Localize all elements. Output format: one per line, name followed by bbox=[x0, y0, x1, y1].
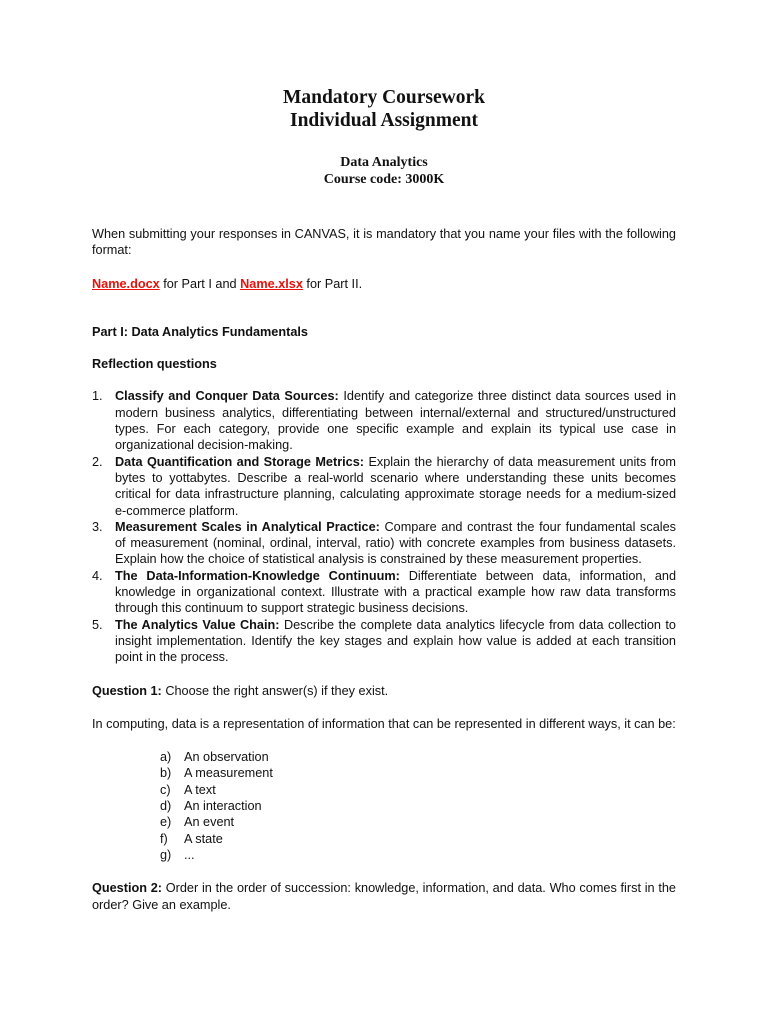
list-item bbox=[92, 519, 676, 568]
option-letter: a) bbox=[160, 750, 172, 765]
option-item bbox=[160, 814, 676, 830]
option-item bbox=[160, 798, 676, 814]
title-line-2: Individual Assignment bbox=[289, 110, 479, 131]
option-letter: d) bbox=[160, 799, 172, 814]
option-text: An event bbox=[184, 815, 235, 830]
question-2-prompt: Order in the order of succession: knowledge, information, and data. Who comes first in the order? Give an example. bbox=[92, 881, 676, 912]
option-item bbox=[160, 765, 676, 781]
option-letter: b) bbox=[160, 766, 172, 781]
list-number: 2. bbox=[92, 454, 103, 469]
part-1-heading: Part I: Data Analytics Fundamentals bbox=[92, 324, 308, 339]
list-number: 4. bbox=[92, 568, 103, 583]
list-item bbox=[92, 388, 676, 453]
list-number: 3. bbox=[92, 519, 103, 534]
item-title: The Data-Information-Knowledge Continuum: bbox=[115, 568, 400, 583]
option-item bbox=[160, 782, 676, 798]
list-item bbox=[92, 568, 676, 617]
option-text: An interaction bbox=[184, 799, 262, 814]
file-format-end: for Part II. bbox=[302, 276, 363, 291]
question-2 bbox=[92, 880, 676, 913]
option-text: A state bbox=[184, 831, 223, 846]
question-1-label: Question 1: bbox=[92, 683, 162, 698]
file-format-mid: for Part I and bbox=[159, 276, 241, 291]
list-item bbox=[92, 617, 676, 666]
item-text: Describe the complete data analytics lifecycle from data collection to insight implementation. Identify the key stages and explain how value is added at each transition point in the process. bbox=[115, 617, 676, 665]
title-line-1: Mandatory Coursework bbox=[282, 87, 486, 108]
question-1-body: In computing, data is a representation of information that can be represented in different ways, it can be: bbox=[92, 716, 676, 731]
item-text: Explain the hierarchy of data measurement units from bytes to yottabytes. Describe a real-world scenario where understanding these units becomes critical for data infrastructure planning, calculating approximate storage needs for a medium-sized e-commerce platform. bbox=[115, 454, 676, 518]
file-name-docx: Name.docx bbox=[92, 276, 160, 291]
option-text: An observation bbox=[184, 750, 269, 765]
option-text: A text bbox=[184, 782, 216, 797]
item-title: Data Quantification and Storage Metrics: bbox=[115, 454, 364, 469]
reflection-list bbox=[92, 388, 676, 665]
option-item bbox=[160, 749, 676, 765]
option-text: ... bbox=[184, 847, 195, 862]
answer-options bbox=[92, 749, 676, 863]
list-item bbox=[92, 454, 676, 519]
option-item bbox=[160, 831, 676, 847]
course-info bbox=[92, 154, 676, 188]
option-text: A measurement bbox=[184, 766, 273, 781]
item-title: Classify and Conquer Data Sources: bbox=[115, 389, 339, 404]
course-code: Course code: 3000K bbox=[323, 172, 445, 187]
option-letter: e) bbox=[160, 815, 172, 830]
file-name-xlsx: Name.xlsx bbox=[240, 276, 303, 291]
title-block bbox=[92, 0, 676, 188]
item-title: Measurement Scales in Analytical Practice: bbox=[115, 519, 380, 534]
reflection-subheading: Reflection questions bbox=[92, 357, 217, 372]
file-format-line bbox=[92, 276, 676, 292]
list-number: 1. bbox=[92, 389, 103, 404]
item-text: Differentiate between data, information, and knowledge in organizational context. Illustrate with a practical example how raw data transforms through this continuum to support strategic business decisions. bbox=[115, 568, 676, 616]
option-letter: c) bbox=[160, 782, 171, 797]
subject-title: Data Analytics bbox=[340, 155, 428, 170]
item-title: The Analytics Value Chain: bbox=[115, 617, 280, 632]
item-text: Compare and contrast the four fundamental scales of measurement (nominal, ordinal, interval, ratio) with concrete examples from business datasets. Explain how the choice of statistical analysis is constrained by these measurement properties. bbox=[115, 519, 677, 567]
question-2-label: Question 2: bbox=[92, 881, 163, 896]
question-1 bbox=[92, 683, 676, 699]
option-letter: g) bbox=[160, 847, 172, 862]
item-text: Identify and categorize three distinct data sources used in modern business analytics, differentiating between internal/external and structured/unstructured types. For each category, provide one specific example and explain its typical use case in organizational decision-making. bbox=[115, 389, 676, 453]
intro-paragraph: When submitting your responses in CANVAS, it is mandatory that you name your files with the following format: bbox=[92, 227, 676, 258]
list-number: 5. bbox=[92, 617, 103, 632]
option-letter: f) bbox=[160, 831, 168, 846]
option-item bbox=[160, 847, 676, 863]
question-1-prompt: Choose the right answer(s) if they exist. bbox=[161, 683, 389, 698]
